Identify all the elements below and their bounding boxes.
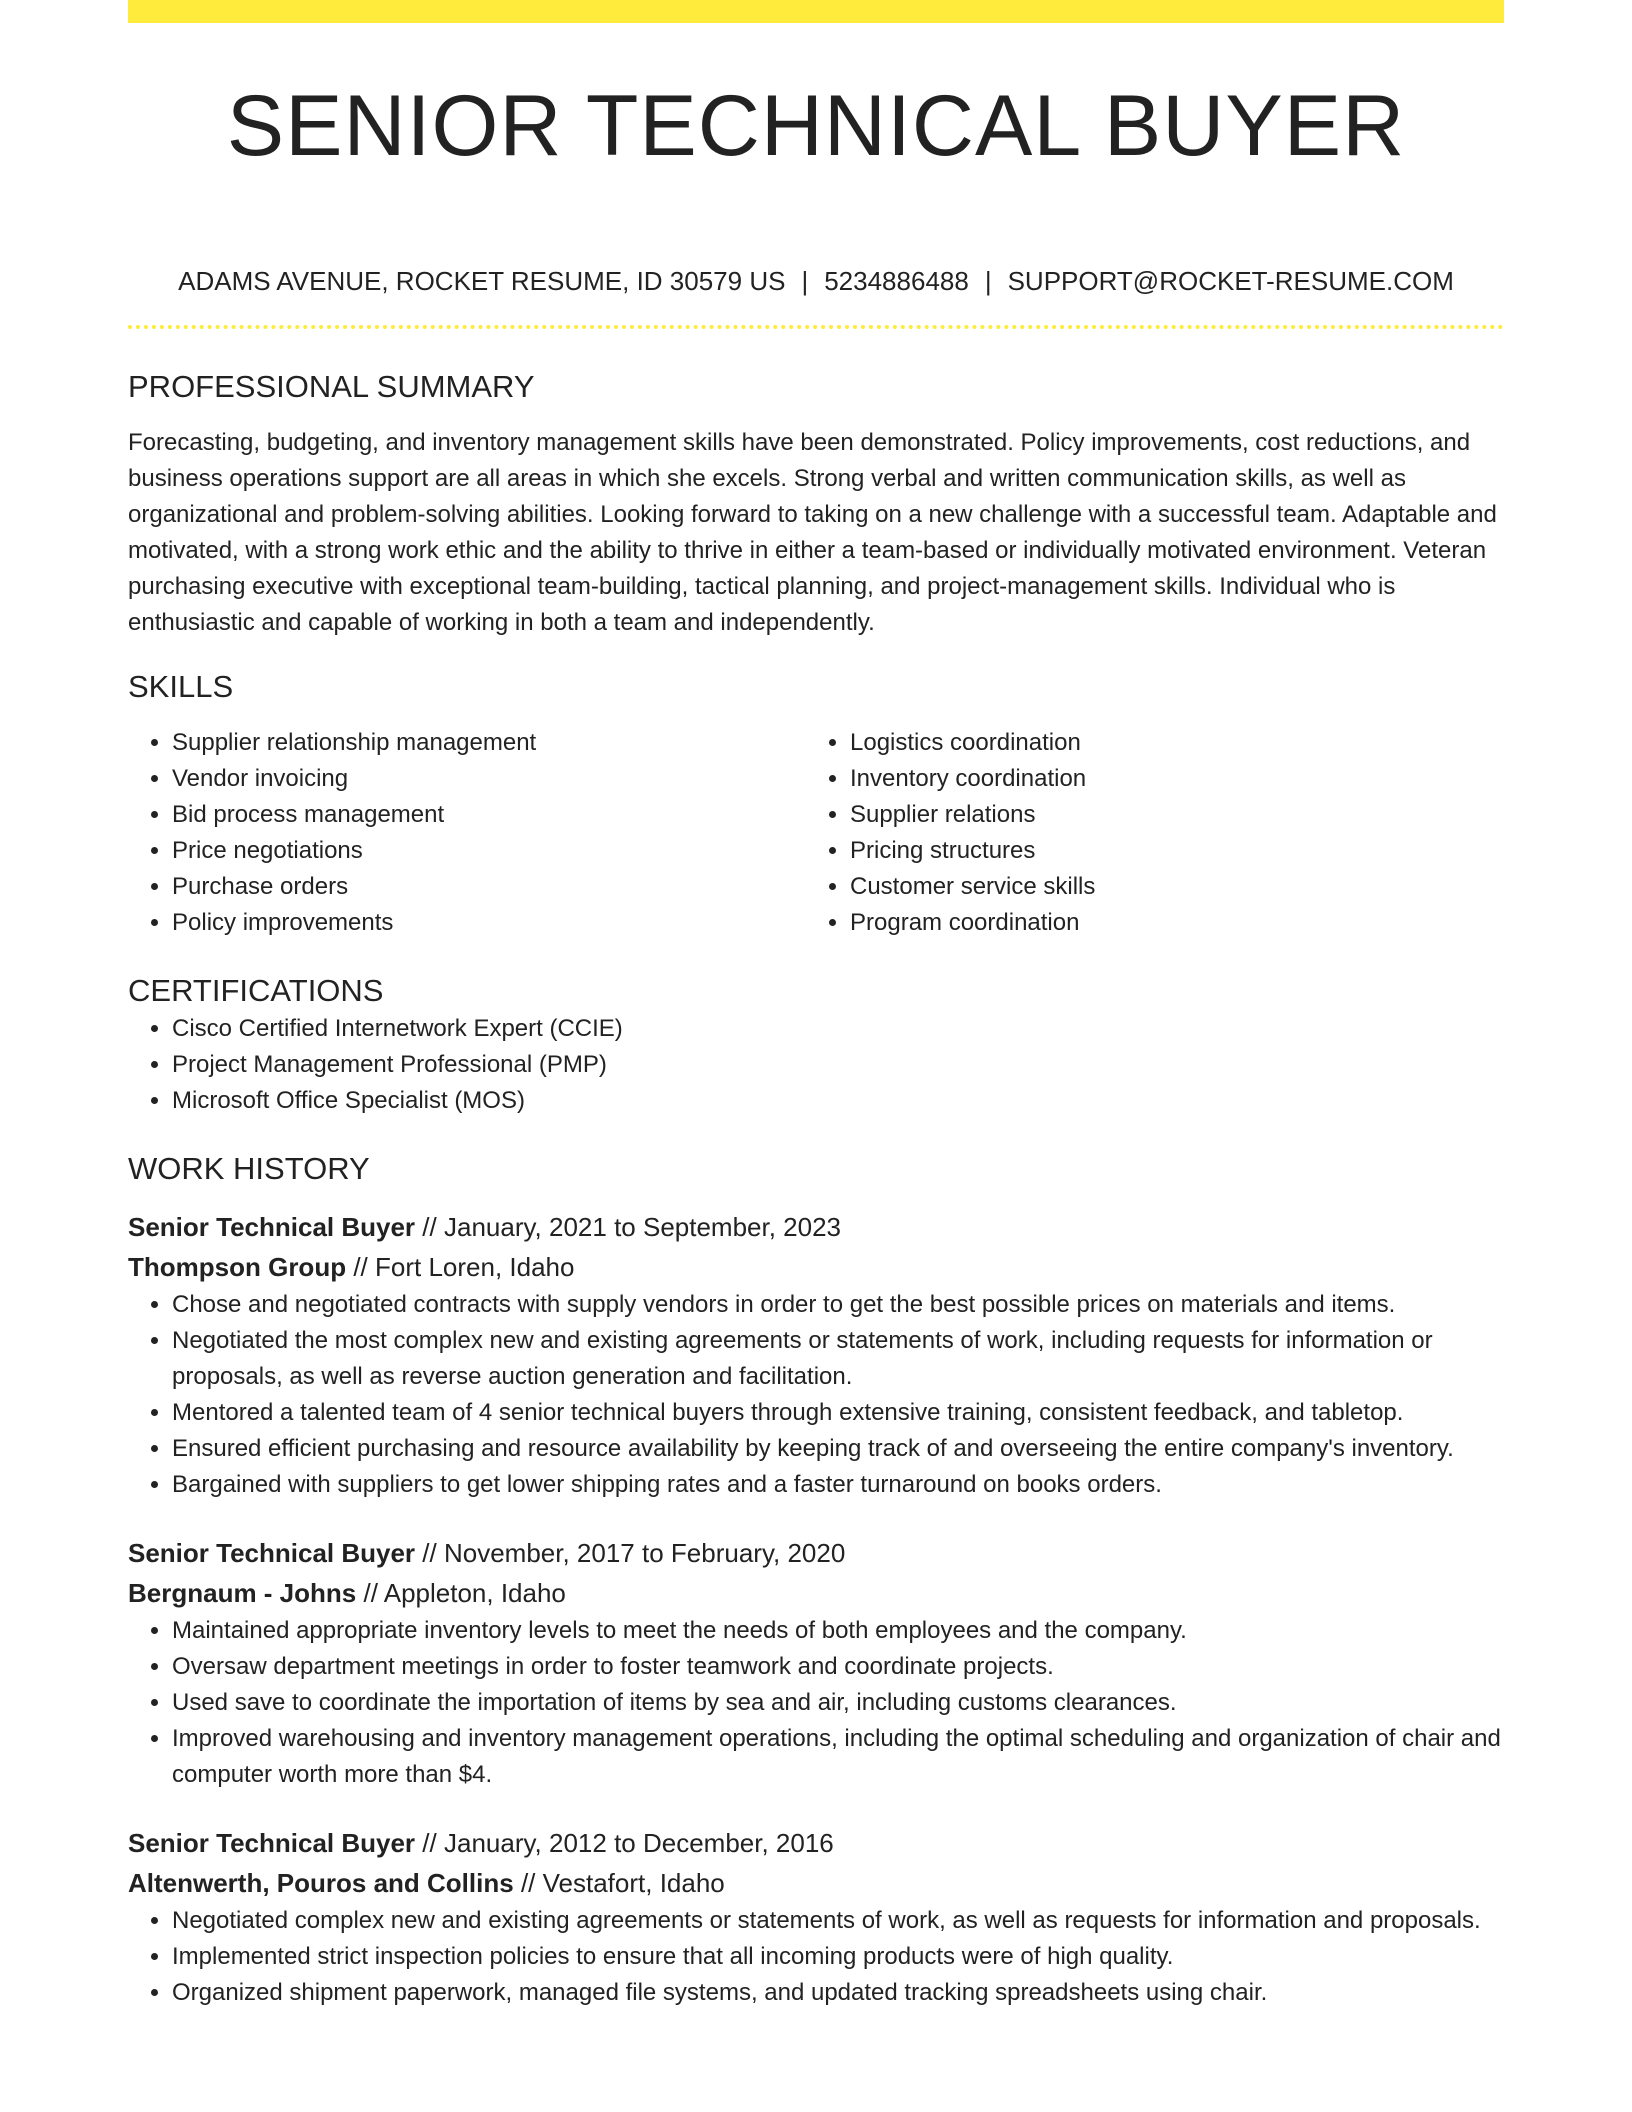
- job-role-line: [128, 1533, 1504, 1573]
- job-bullet: • Improved warehousing and inventory management operations, including the optimal scheduling and organization of chair and computer worth more than $4.: [172, 1721, 1504, 1793]
- job-bullet: • Negotiated complex new and existing agreements or statements of work, as well as requests for information and proposals.: [172, 1903, 1504, 1939]
- certification-item: • Project Management Professional (PMP): [172, 1047, 1504, 1083]
- contact-line: [128, 261, 1504, 301]
- job-role: Senior Technical Buyer: [128, 1212, 416, 1242]
- resume-page: [128, 0, 1504, 2011]
- job-location: Fort Loren, Idaho: [375, 1252, 575, 1282]
- job-separator: //: [520, 1868, 536, 1898]
- certification-item: • Cisco Certified Internetwork Expert (CCIE): [172, 1011, 1504, 1047]
- job-company: Thompson Group: [128, 1252, 347, 1282]
- contact-separator: |: [801, 266, 809, 296]
- job-bullet: • Ensured efficient purchasing and resource availability by keeping track of and overseeing the entire company's inventory.: [172, 1431, 1504, 1467]
- skill-item: • Purchase orders: [172, 869, 806, 905]
- contact-address: ADAMS AVENUE, ROCKET RESUME, ID 30579 US: [178, 266, 786, 296]
- skills-heading: SKILLS: [128, 669, 234, 704]
- job-bullet: • Organized shipment paperwork, managed file systems, and updated tracking spreadsheets using chair.: [172, 1975, 1504, 2011]
- job-company: Altenwerth, Pouros and Collins: [128, 1868, 514, 1898]
- skill-item: • Supplier relationship management: [172, 725, 806, 761]
- job-separator: //: [422, 1828, 437, 1858]
- job-bullet: • Bargained with suppliers to get lower shipping rates and a faster turnaround on books orders.: [172, 1467, 1504, 1503]
- job-entry: [128, 1823, 1504, 2011]
- skill-item: • Logistics coordination: [850, 725, 1484, 761]
- contact-phone: 5234886488: [824, 266, 969, 296]
- skill-item: • Inventory coordination: [850, 761, 1484, 797]
- job-bullets: [128, 1613, 1504, 1793]
- job-company-line: [128, 1247, 1504, 1287]
- job-separator: //: [353, 1252, 368, 1282]
- job-role: Senior Technical Buyer: [128, 1828, 416, 1858]
- job-bullet: • Oversaw department meetings in order to foster teamwork and coordinate projects.: [172, 1649, 1504, 1685]
- certifications-list: [128, 1011, 1504, 1119]
- job-dates: January, 2012 to December, 2016: [443, 1828, 834, 1858]
- accent-top-bar: [128, 0, 1504, 23]
- job-bullets: [128, 1287, 1504, 1503]
- contact-email: SUPPORT@ROCKET-RESUME.COM: [1007, 266, 1454, 296]
- job-role: Senior Technical Buyer: [128, 1538, 416, 1568]
- job-dates: November, 2017 to February, 2020: [443, 1538, 846, 1568]
- job-entry: [128, 1207, 1504, 1503]
- summary-text: Forecasting, budgeting, and inventory management skills have been demonstrated. Policy improvements, cost reductions, and business operations support are all areas in which she excels. Strong verbal and written communication skills, as well as organizational and problem-solving abilities. Looking forward to taking on a new challenge with a successful team. Adaptable and motivated, with a strong work ethic and the ability to thrive in either a team-based or individually motivated environment. Veteran purchasing executive with exceptional team-building, tactical planning, and project-management skills. Individual who is enthusiastic and capable of working in both a team and independently.: [128, 429, 1497, 636]
- skill-item: • Price negotiations: [172, 833, 806, 869]
- job-location: Vestafort, Idaho: [542, 1868, 725, 1898]
- skills-list-right: [806, 725, 1484, 941]
- job-separator: //: [422, 1212, 437, 1242]
- skill-item: • Vendor invoicing: [172, 761, 806, 797]
- skill-item: • Program coordination: [850, 905, 1484, 941]
- job-bullet: • Maintained appropriate inventory levels to meet the needs of both employees and the company.: [172, 1613, 1504, 1649]
- job-company-line: [128, 1863, 1504, 1903]
- job-dates: January, 2021 to September, 2023: [443, 1212, 842, 1242]
- job-separator: //: [422, 1538, 437, 1568]
- job-entry: [128, 1533, 1504, 1793]
- skill-item: • Customer service skills: [850, 869, 1484, 905]
- job-bullet: • Implemented strict inspection policies to ensure that all incoming products were of high quality.: [172, 1939, 1504, 1975]
- summary-heading: PROFESSIONAL SUMMARY: [128, 369, 535, 404]
- job-company-line: [128, 1573, 1504, 1613]
- job-location: Appleton, Idaho: [383, 1578, 566, 1608]
- work-history-heading: WORK HISTORY: [128, 1151, 370, 1186]
- job-separator: //: [363, 1578, 378, 1608]
- job-role-line: [128, 1207, 1504, 1247]
- certifications-heading: CERTIFICATIONS: [128, 973, 384, 1008]
- skills-column-right: [806, 725, 1484, 941]
- skill-item: • Pricing structures: [850, 833, 1484, 869]
- job-bullet: • Used save to coordinate the importation of items by sea and air, including customs clearances.: [172, 1685, 1504, 1721]
- job-role-line: [128, 1823, 1504, 1863]
- job-bullet: • Chose and negotiated contracts with supply vendors in order to get the best possible prices on materials and items.: [172, 1287, 1504, 1323]
- dotted-divider: [128, 325, 1504, 329]
- job-company: Bergnaum - Johns: [128, 1578, 357, 1608]
- job-bullet: • Mentored a talented team of 4 senior technical buyers through extensive training, consistent feedback, and tabletop.: [172, 1395, 1504, 1431]
- skills-grid: [128, 725, 1504, 941]
- resume-title: SENIOR TECHNICAL BUYER: [226, 78, 1406, 174]
- contact-separator: |: [984, 266, 992, 296]
- skill-item: • Supplier relations: [850, 797, 1484, 833]
- job-bullet: • Negotiated the most complex new and existing agreements or statements of work, including requests for information or proposals, as well as reverse auction generation and facilitation.: [172, 1323, 1504, 1395]
- certification-item: • Microsoft Office Specialist (MOS): [172, 1083, 1504, 1119]
- skill-item: • Policy improvements: [172, 905, 806, 941]
- job-bullets: [128, 1903, 1504, 2011]
- skills-list-left: [128, 725, 806, 941]
- skill-item: • Bid process management: [172, 797, 806, 833]
- skills-column-left: [128, 725, 806, 941]
